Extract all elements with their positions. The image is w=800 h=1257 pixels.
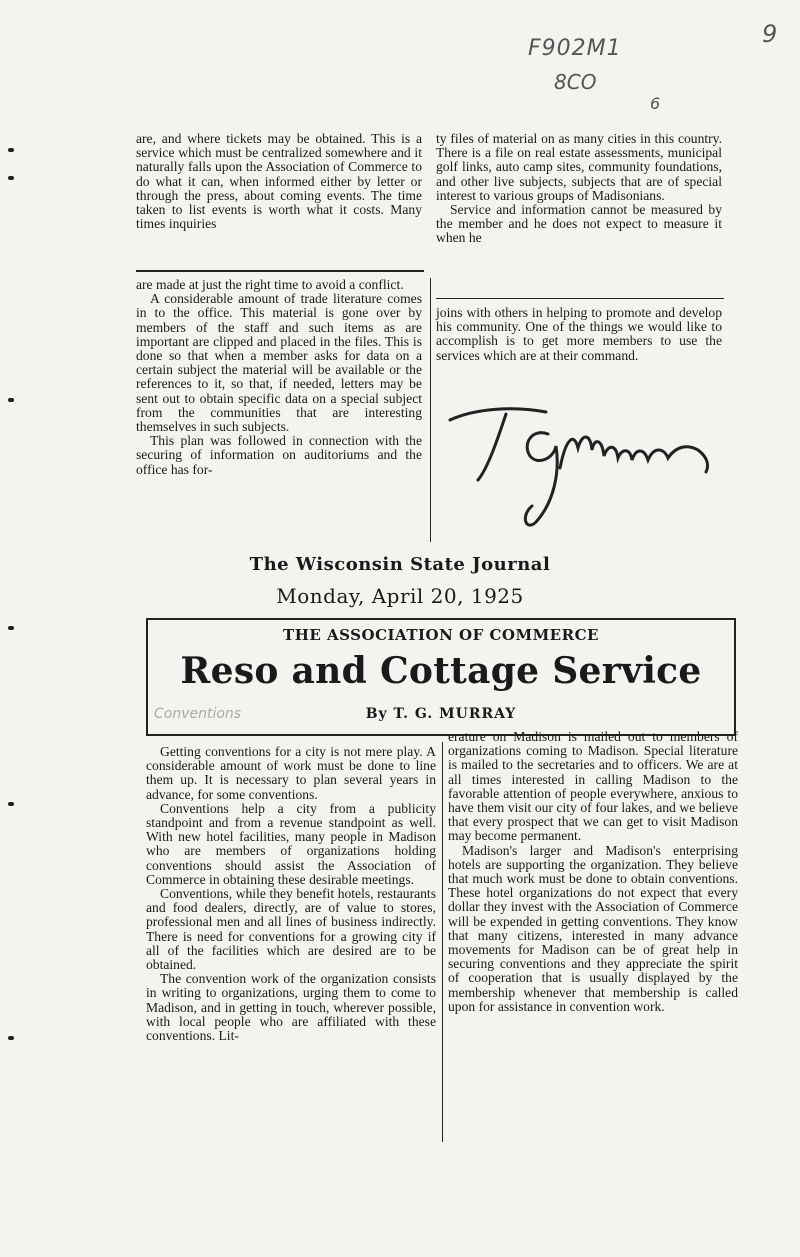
paragraph: joins with others in helping to promote and develop his community. One of the things we would like to accomplish is to get more members to use the services which are at their command. (436, 305, 722, 363)
upper-right-column-top (436, 132, 722, 246)
paragraph: Service and information cannot be measured by the member and he does not expect to measure it when he (436, 202, 722, 246)
box-scrawl: Conventions (154, 706, 242, 722)
column-divider (430, 278, 431, 542)
archive-code: F902M1 (528, 36, 622, 61)
article-headline: Reso and Cottage Service (180, 650, 702, 692)
column-cut-rule (136, 270, 424, 272)
upper-left-column-bottom (136, 278, 422, 477)
publication-date: Monday, April 20, 1925 (276, 584, 524, 608)
paragraph: are, and where tickets may be obtained. This is a service which must be centralized somewhere and it naturally falls upon the Association of Commerce to do what it can, when informed either by letter or through the press, about coming events. The time taken to list events is worth what it costs. Many times inquiries (136, 131, 422, 232)
margin-mark (8, 802, 14, 806)
upper-left-column-top (136, 132, 422, 231)
column-cut-rule (436, 298, 724, 299)
article-byline: By T. G. MURRAY (365, 706, 517, 722)
article-kicker: THE ASSOCIATION OF COMMERCE (283, 626, 599, 644)
paragraph: Conventions, while they benefit hotels, restaurants and food dealers, directly, are of value to stores, professional men and all lines of business indirectly. There is need for conventions for a growing city if all of the facilities which are desired are to be obtained. (146, 886, 436, 973)
paragraph: erature on Madison is mailed out to members of organizations coming to Madison. Special literature is mailed to the secretaries and to officers. We are at all times interested in calling Madison to the favorable attention of people everywhere, anxious to have them visit our city of four lakes, and we believe that every prospect that we can get to visit Madison may become permanent. (448, 729, 738, 844)
paragraph: Madison's larger and Madison's enterprising hotels are supporting the organization. They believe that much work must be done to obtain conventions. These hotel organizations do not expect that every dollar they invest with the Association of Commerce will be expended in getting conventions. They know that many citizens, interested in many advance movements for Madison can be of great help in securing conventions and they appreciate the spirit of cooperation that is usually displayed by the membership whenever that membership is called upon for assistance in convention work. (448, 842, 738, 1014)
margin-mark (8, 398, 14, 402)
paragraph: ty files of material on as many cities in this country. There is a file on real estate assessments, municipal golf links, auto camp sites, community foundations, and other live subjects, subjects that are of special interest to various groups of Madisonians. (436, 131, 722, 203)
upper-right-column-bottom (436, 306, 722, 363)
headline-box (146, 618, 736, 736)
paragraph: The convention work of the organization consists in writing to organizations, urging them to come to Madison, and in getting in touch, wherever possible, with local people who are affiliated with these conventions. Lit- (146, 971, 436, 1044)
paragraph: A considerable amount of trade literature comes in to the office. This material is gone over by members of the staff and such items as are important are clipped and placed in the files. This is done so that when a member asks for data on a certain subject the material will be available or the references to it, so that, if needed, letters may be sent out to obtain specific data on a special subject from the communities that are interesting themselves in such subjects. (136, 291, 422, 435)
archive-subcode: 8CO (554, 70, 597, 94)
lower-right-column (448, 730, 738, 1014)
margin-mark (8, 626, 14, 630)
margin-mark (8, 1036, 14, 1040)
newspaper-name: The Wisconsin State Journal (249, 554, 551, 575)
paragraph: Conventions help a city from a publicity standpoint and from a revenue standpoint as well. With new hotel facilities, many people in Madison who are members of organizations holding conventions should assist the Association of Commerce in obtaining these desirable meetings. (146, 800, 436, 887)
lower-left-column (146, 745, 436, 1043)
column-divider (442, 742, 443, 1142)
page-number: 9 (762, 20, 778, 48)
paragraph: This plan was followed in connection with the securing of information on auditoriums and the office has for- (136, 433, 422, 477)
paragraph: Getting conventions for a city is not mere play. A considerable amount of work must be done to line them up. It is necessary to plan several years in advance, for some conventions. (146, 744, 436, 802)
margin-mark (8, 176, 14, 180)
margin-mark (8, 148, 14, 152)
paragraph: are made at just the right time to avoid a conflict. (136, 277, 404, 292)
small-number: 6 (650, 94, 661, 113)
signature (436, 398, 726, 538)
